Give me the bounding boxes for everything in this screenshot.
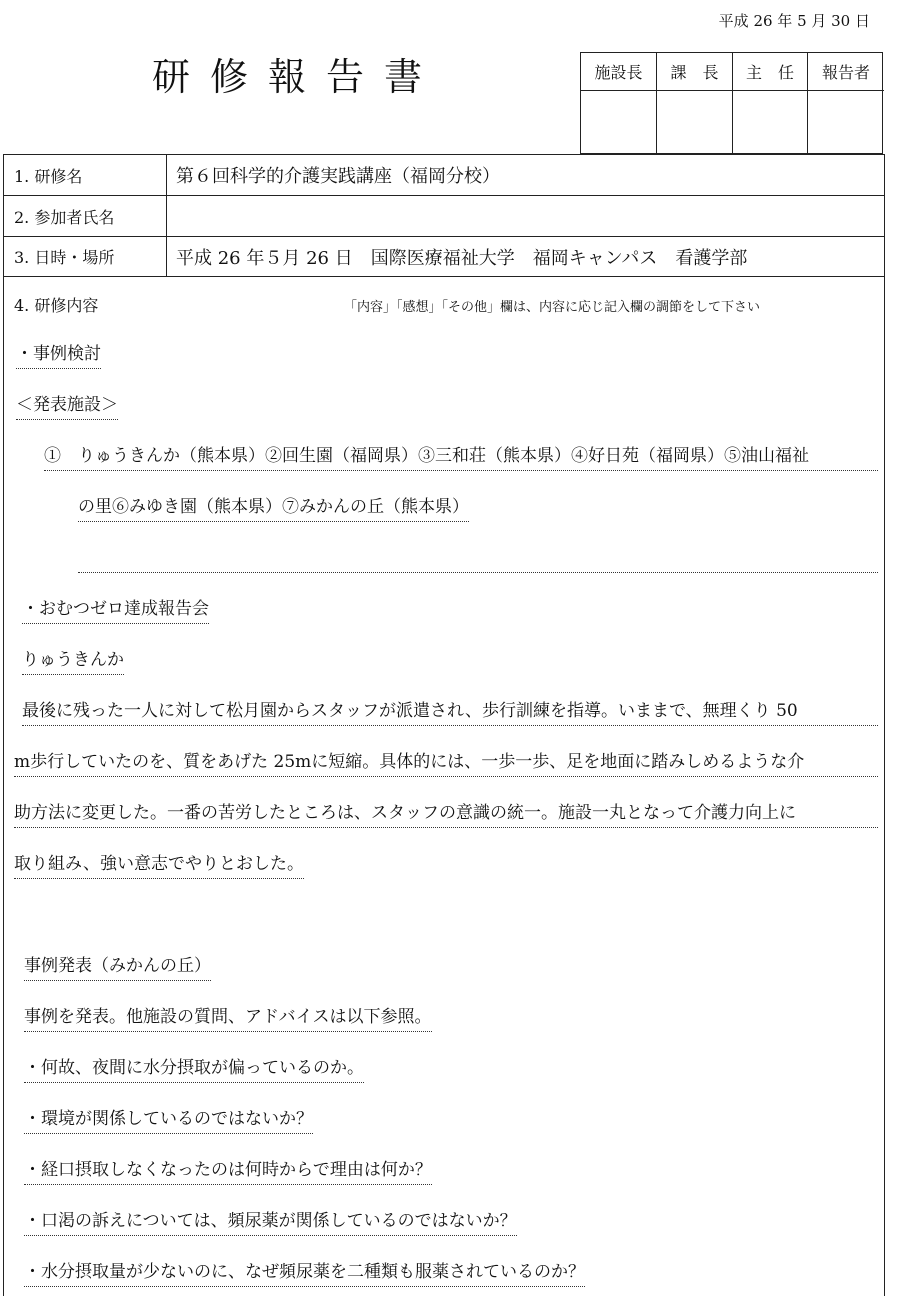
question-item-2: ・環境が関係しているのではないか？ bbox=[24, 1108, 313, 1134]
approval-stamp-reporter[interactable] bbox=[808, 91, 884, 153]
ryukinka-text-line-2: m歩行していたのを、質をあげた 25mに短縮。具体的には、一歩一歩、足を地面に踏みしめるような介 bbox=[14, 751, 878, 777]
facilities-list-line-1: ① りゅうきんか（熊本県）②回生園（福岡県）③三和荘（熊本県）④好日苑（福岡県）⑤油山福祉 bbox=[44, 445, 878, 471]
ryukinka-text-line-4: 取り組み、強い意志でやりとおした。 bbox=[14, 853, 304, 879]
document-title: 研修報告書 bbox=[152, 55, 443, 99]
presenting-facilities-heading: ＜発表施設＞ bbox=[16, 394, 118, 420]
participant-name-label: 2. 参加者氏名 bbox=[14, 207, 115, 227]
case-presentation-text: 事例を発表。他施設の質問、アドバイスは以下参照。 bbox=[24, 1006, 432, 1032]
approval-stamp-director[interactable] bbox=[581, 91, 657, 153]
question-item-3: ・経口摂取しなくなったのは何時からで理由は何か？ bbox=[24, 1159, 432, 1185]
question-item-1: ・何故、夜間に水分摂取が偏っているのか。 bbox=[24, 1057, 364, 1083]
content-instruction-note: 「内容」「感想」「その他」欄は、内容に応じ記入欄の調節をして下さい bbox=[344, 300, 761, 315]
facilities-list-line-2: の里⑥みゆき園（熊本県）⑦みかんの丘（熊本県） bbox=[78, 496, 469, 522]
date-place-row bbox=[4, 237, 884, 277]
approval-header-director: 施設長 bbox=[581, 53, 657, 91]
approval-header-reporter: 報告者 bbox=[808, 53, 884, 91]
date-place-label: 3. 日時・場所 bbox=[14, 248, 115, 267]
approval-header-supervisor: 主 任 bbox=[733, 53, 808, 91]
ryukinka-text-line-1: 最後に残った一人に対して松月園からスタッフが派遣され、歩行訓練を指導。いままで、無理くり 50 bbox=[22, 700, 878, 726]
blank-line bbox=[78, 547, 878, 573]
training-name-row bbox=[4, 155, 884, 196]
report-date: 平成 26 年 5 月 30 日 bbox=[718, 12, 870, 30]
case-presentation-heading: 事例発表（みかんの丘） bbox=[24, 955, 211, 981]
training-content-label: 4. 研修内容 bbox=[14, 296, 99, 315]
row-divider bbox=[166, 237, 167, 276]
row-divider bbox=[166, 155, 167, 195]
training-name-label: 1. 研修名 bbox=[14, 166, 83, 186]
row-divider bbox=[166, 196, 167, 236]
date-place-value[interactable]: 平成 26 年５月 26 日 国際医療福祉大学 福岡キャンパス 看護学部 bbox=[176, 247, 748, 269]
question-item-4: ・口渇の訴えについては、頻尿薬が関係しているのではないか？ bbox=[24, 1210, 517, 1236]
report-form bbox=[3, 154, 885, 1296]
training-name-value[interactable]: 第６回科学的介護実践講座（福岡分校） bbox=[176, 166, 500, 187]
ryukinka-text-line-3: 助方法に変更した。一番の苦労したところは、スタッフの意識の統一。施設一丸となって介護力向上に bbox=[14, 802, 878, 828]
ryukinka-heading: りゅうきんか bbox=[22, 649, 124, 675]
approval-stamp-table bbox=[580, 52, 883, 154]
case-study-heading: ・事例検討 bbox=[16, 343, 101, 369]
question-item-5: ・水分摂取量が少ないのに、なぜ頻尿薬を二種類も服薬されているのか？ bbox=[24, 1261, 585, 1287]
approval-stamp-supervisor[interactable] bbox=[733, 91, 808, 153]
approval-stamp-section-chief[interactable] bbox=[657, 91, 733, 153]
diaper-zero-heading: ・おむつゼロ達成報告会 bbox=[22, 598, 209, 624]
approval-header-section-chief: 課 長 bbox=[657, 53, 733, 91]
participant-name-row bbox=[4, 196, 884, 237]
